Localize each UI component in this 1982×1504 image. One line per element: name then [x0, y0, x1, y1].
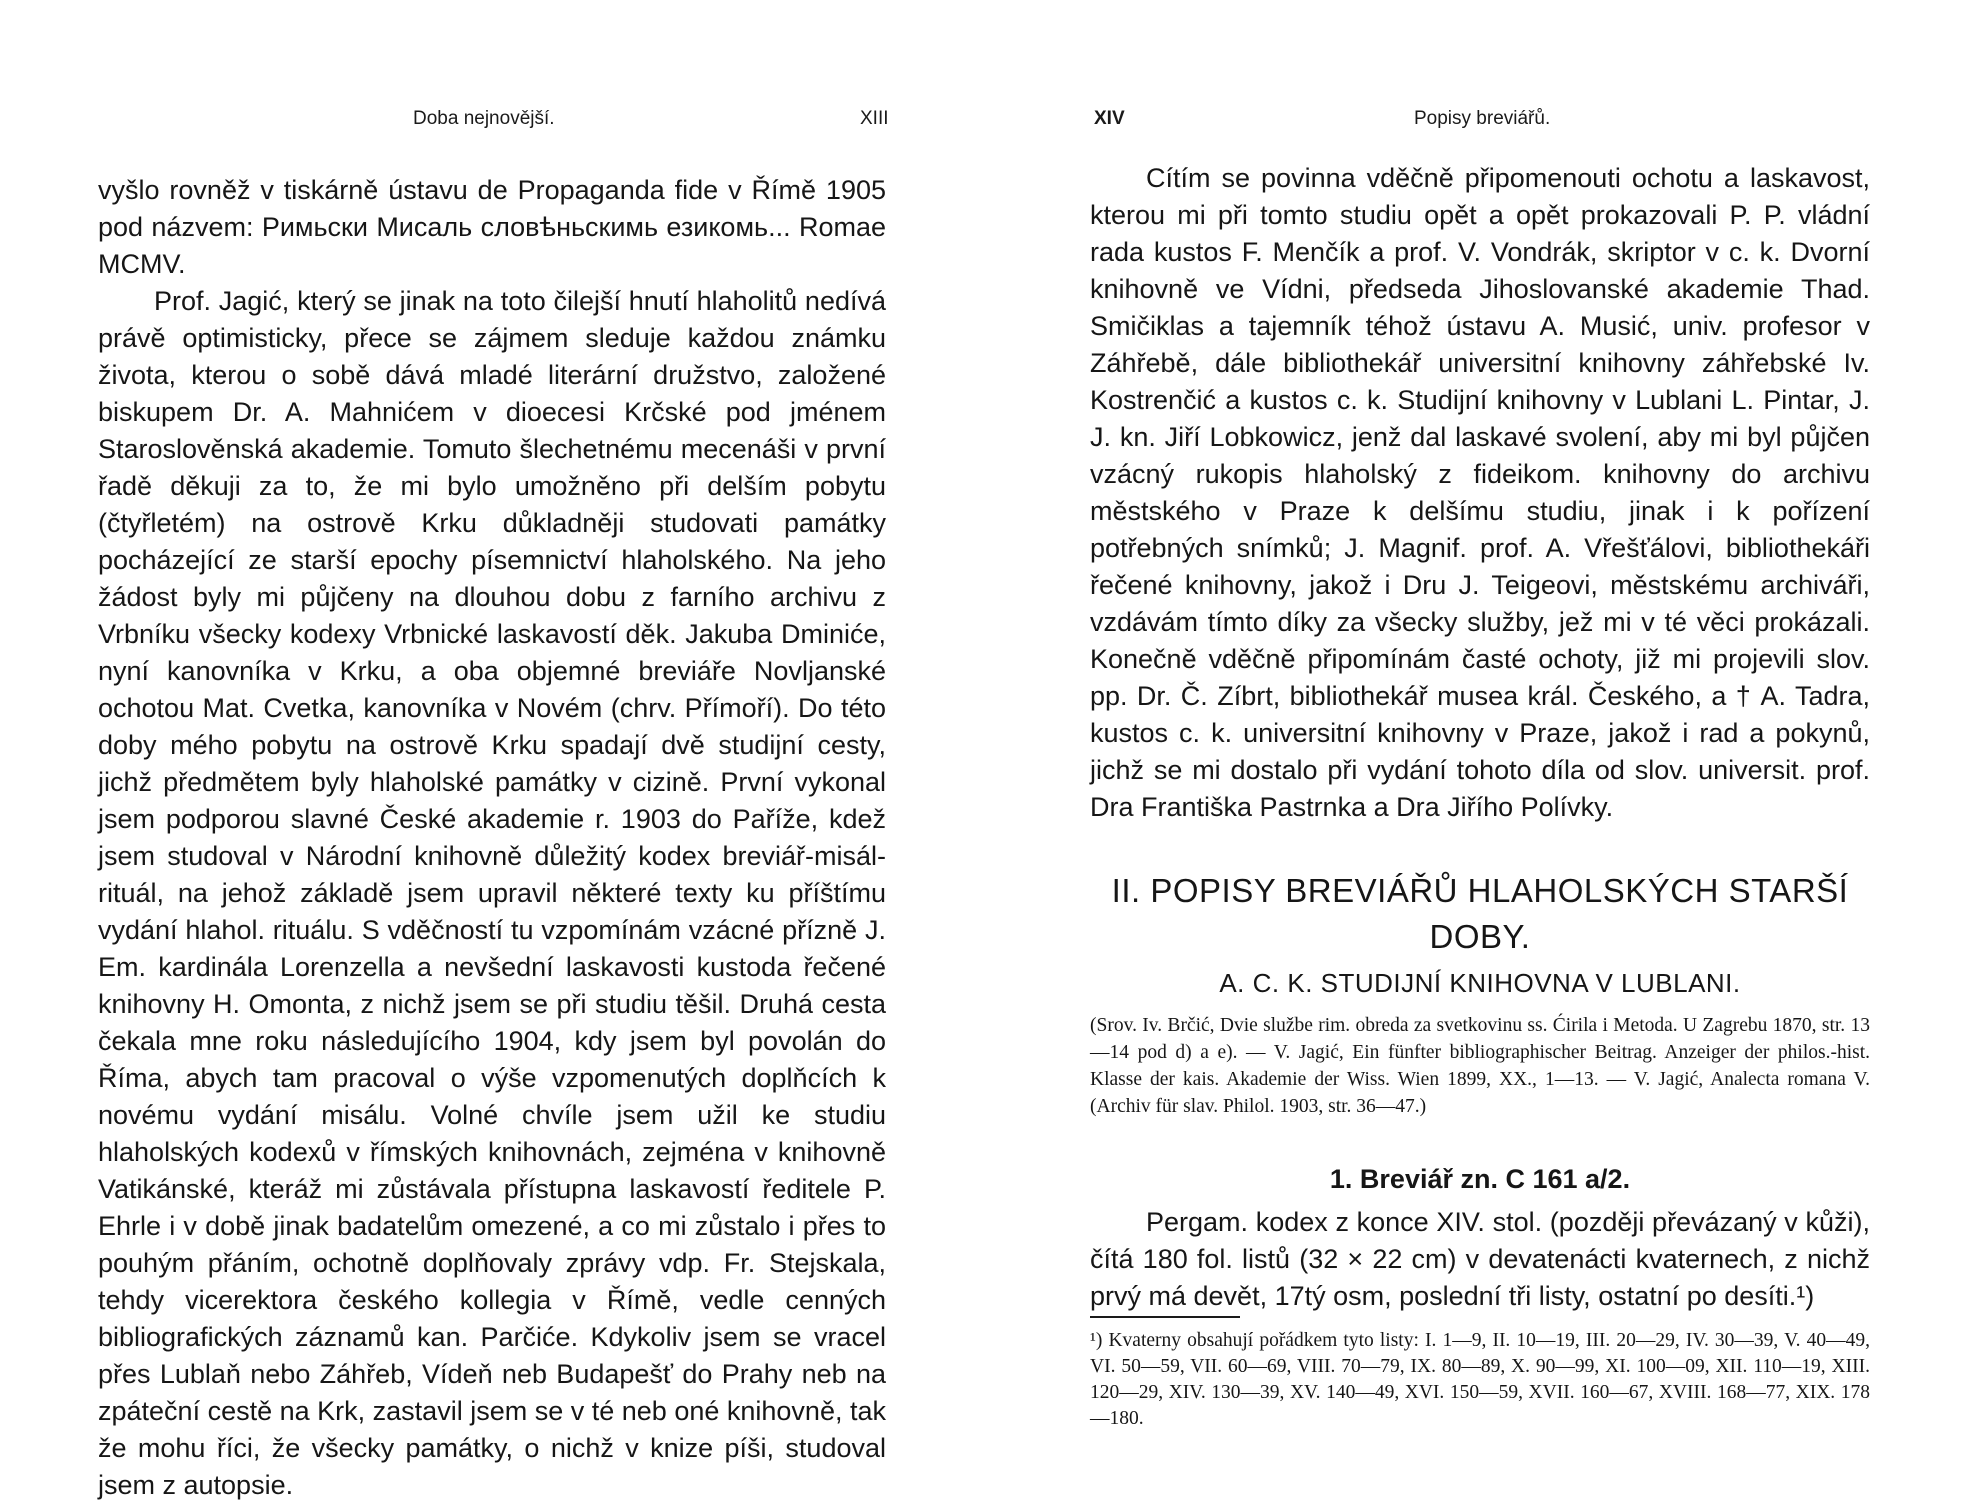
- page-number-left: XIII: [860, 108, 889, 129]
- running-head-right: Popisy breviářů.: [1414, 108, 1551, 129]
- paragraph: Pergam. kodex z konce XIV. stol. (později převázaný v kůži), čítá 180 fol. listů (32 × 22 cm) v devatenácti kvaternech, z nichž prvý má devět, 17tý osm, poslední tři listy, ostatní po desíti.¹): [1090, 1207, 1870, 1311]
- right-body: [1090, 160, 1870, 826]
- paragraph: Cítím se povinna vděčně připomenouti ochotu a laskavost, kterou mi při tomto studiu opět a opět prokazovali P. P. vládní rada kustos F. Menčík a prof. V. Vondrák, skriptor v c. k. Dvorní knihovně ve Vídni, předseda Jihoslovanské akademie Thad. Smičiklas a tajemník téhož ústavu A. Musić, univ. profesor v Záhřebě, dále bibliothekář universitní knihovny záhřebské Iv. Kostrenčić a kustos c. k. Studijní knihovny v Lublani L. Pintar, J. J. kn. Jiří Lobkowicz, jenž dal laskavé svolení, aby mi byl půjčen vzácný rukopis hlaholský z fideikom. knihovny do archivu městského v Praze k delšímu studiu, jinak i k pořízení potřebných snímků; J. Magnif. prof. A. Vřešťálovi, bibliothekáři řečené knihovny, jakož i Dru J. Teigeovi, městskému archiváři, vzdávám tímto díky za všecky služby, jež mi v té věci prokázali. Konečně vděčně připomínám časté ochoty, již mi projevili slov. pp. Dr. Č. Zíbrt, bibliothekář musea král. Českého, a † A. Tadra, kustos c. k. universitní knihovny v Praze, jakož i rad a pokynů, jichž se mi dostalo při vydání tohoto díla od slov. universit. prof. Dra Františka Pastrnka a Dra Jiřího Polívky.: [1090, 163, 1870, 822]
- footnote-rule: [1090, 1316, 1240, 1318]
- section-title: A. C. K. STUDIJNÍ KNIHOVNA V LUBLANI.: [1219, 968, 1741, 998]
- left-page: [0, 0, 990, 1500]
- paragraph: vyšlo rovněž v tiskárně ústavu de Propaganda fide v Římě 1905 pod názvem: Римьски Мисаль словѣньскимь езикомь... Romae MCMV.: [98, 175, 886, 279]
- running-head-left: Doba nejnovější.: [413, 108, 555, 129]
- bibliography-note: (Srov. Iv. Brčić, Dvie službe rim. obreda za svetkovinu ss. Ćirila i Metoda. U Zagrebu 1870, str. 13—14 pod d) a e). — V. Jagić, Ein fünfter bibliographischer Beitrag. Anzeiger der philos.-hist. Klasse der kais. Akademie der Wiss. Wien 1899, XX., 1—13. — V. Jagić, Analecta romana V. (Archiv für slav. Philol. 1903, str. 36—47.): [1090, 1015, 1870, 1117]
- item-title: 1. Breviář zn. C 161 a/2.: [1329, 1164, 1631, 1194]
- left-body: [98, 172, 886, 1504]
- footnote: ¹) Kvaterny obsahují pořádkem tyto listy: I. 1—9, II. 10—19, III. 20—29, IV. 30—39, V. 40—49, VI. 50—59, VII. 60—69, VIII. 70—79, IX. 80—89, X. 90—99, XI. 100—09, XII. 110—19, XIII. 120—29, XIV. 130—39, XV. 140—49, XVI. 150—59, XVII. 160—67, XVIII. 168—77, XIX. 178—180.: [1090, 1330, 1870, 1429]
- paragraph: Prof. Jagić, který se jinak na toto čilejší hnutí hlaholitů nedívá právě optimisticky, přece se zájmem sleduje každou známku života, kterou o sobě dává mladé literární družstvo, založené biskupem Dr. A. Mahnićem v dioecesi Krčské pod jménem Staroslověnská akademie. Tomuto šlechetnému mecenáši v první řadě děkuji za to, že mi bylo umožněno při delším pobytu (čtyřletém) na ostrově Krku důkladněji studovati památky pocházející ze starší epochy písemnictví hlaholského. Na jeho žádost byly mi půjčeny na dlouhou dobu z farního archivu z Vrbníku všecky kodexy Vrbnické laskavostí děk. Jakuba Dminiće, nyní kanovníka v Krku, a oba objemné breviáře Novljanské ochotou Mat. Cvetka, kanovníka v Novém (chrv. Přímoří). Do této doby mého pobytu na ostrově Krku spadají dvě studijní cesty, jichž předmětem byly hlaholské památky v cizině. První vykonal jsem podporou slavné České akademie r. 1903 do Paříže, kdež jsem studoval v Národní knihovně důležitý kodex breviář-misál-rituál, na jehož základě jsem upravil některé texty ku příštímu vydání hlahol. rituálu. S vděčností tu vzpomínám vzácné přízně J. Em. kardinála Lorenzella a nevšední laskavosti kustoda řečené knihovny H. Omonta, z nichž jsem se při studiu těšil. Druhá cesta čekala mne roku následujícího 1904, kdy jsem byl povolán do Říma, abych tam pracoval o výše vzpomenutých doplňcích k novému vydání misálu. Volné chvíle jsem užil ke studiu hlaholských kodexů v římských knihovnách, zejména v knihovně Vatikánské, kteráž mi zůstávala přístupna laskavostí ředitele P. Ehrle i v době jinak badatelům omezené, a co mi zůstalo i přes to pouhým přáním, ochotně doplňovaly zprávy vdp. Fr. Stejskala, tehdy vicerektora českého kollegia v Římě, vedle cenných bibliografických záznamů kan. Parčiće. Kdykoliv jsem se vracel přes Lublaň nebo Záhřeb, Vídeň neb Budapešť do Prahy neb na zpáteční cestě na Krk, zastavil jsem se v té neb oné knihovně, tak že mohu říci, že všecky památky, o nichž v knize píši, studoval jsem z autopsie.: [98, 286, 886, 1500]
- right-page: [990, 0, 1982, 1500]
- chapter-title: II. POPISY BREVIÁŘŮ HLAHOLSKÝCH STARŠÍ DOBY.: [1111, 872, 1849, 955]
- item-body: [1090, 1204, 1870, 1315]
- page-number-right: XIV: [1094, 108, 1125, 129]
